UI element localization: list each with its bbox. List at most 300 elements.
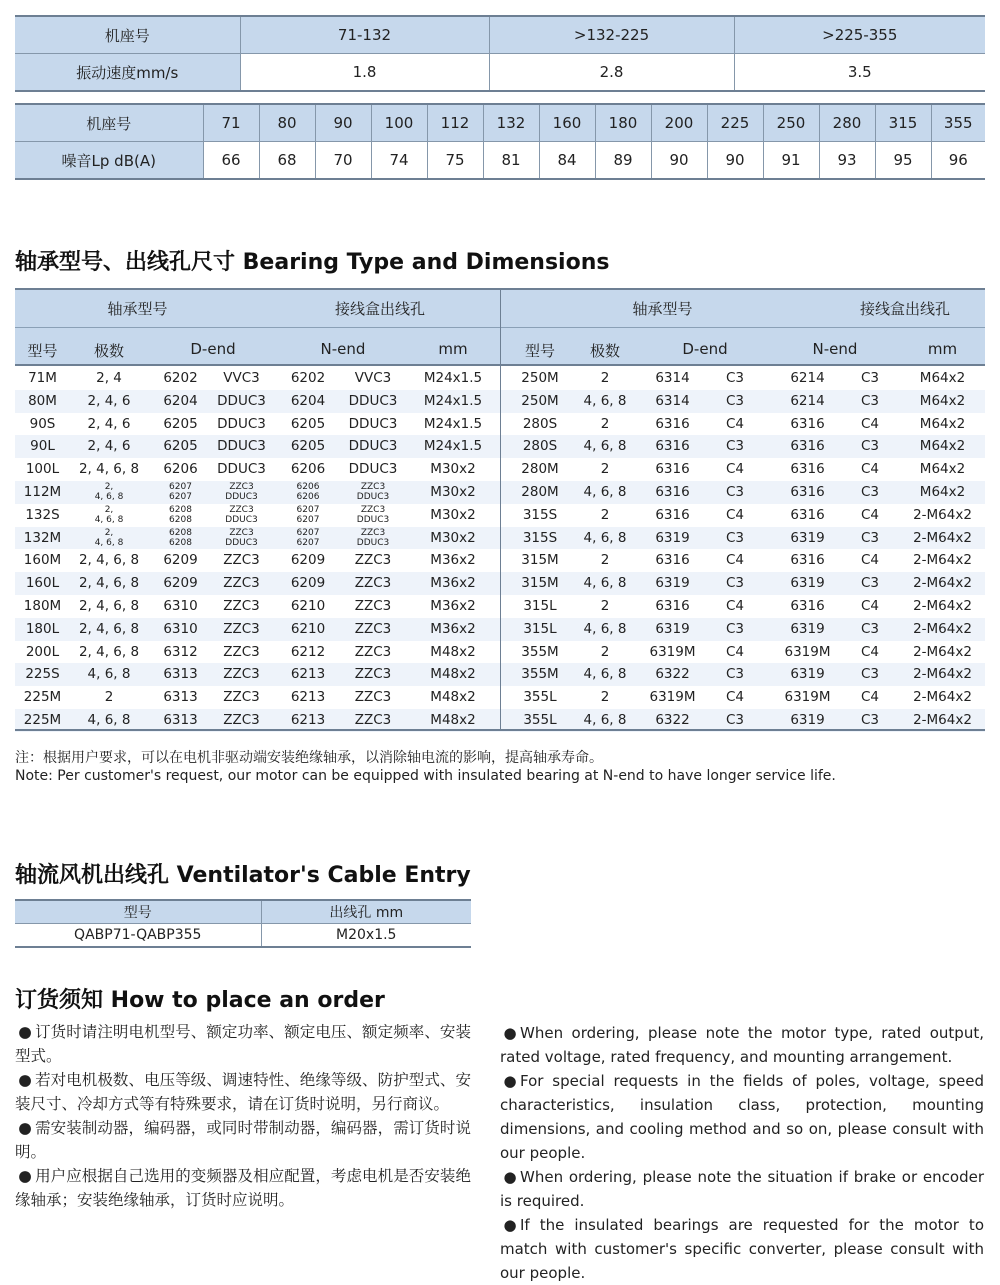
table-cell: M48x2 <box>430 666 476 683</box>
table-cell: 71 <box>203 104 259 142</box>
table-cell: 68 <box>259 142 315 180</box>
table-cell: C4 <box>725 643 744 660</box>
bullet-icon: ● <box>18 1071 32 1089</box>
table-cell: 6310 <box>163 598 198 614</box>
table-cell-line: ZZC3 <box>229 505 254 516</box>
table-cell-line: ZZC3 <box>360 527 386 538</box>
table-cell <box>70 527 148 550</box>
table-cell: 225S <box>25 666 60 683</box>
table-cell: 6316 <box>790 552 825 569</box>
table-cell: DDUC3 <box>217 438 266 455</box>
bullet-icon: ● <box>503 1072 517 1090</box>
table-cell: 2, 4, 6, 8 <box>78 552 140 569</box>
table-cell: 6316 <box>655 438 690 455</box>
table-cell: 6313 <box>163 712 198 728</box>
table-cell: 2-M64x2 <box>913 575 972 592</box>
table-cell: 6313 <box>163 689 198 706</box>
table-cell: ZZC3 <box>354 552 392 569</box>
table-cell <box>278 504 338 527</box>
table-cell: 振动速度mm/s <box>15 54 240 92</box>
bullet-icon: ● <box>503 1216 517 1234</box>
group-header-cable-entry: 接线盒出线孔 <box>334 300 425 318</box>
table-cell: 2 <box>600 689 610 706</box>
table-cell: 6319M <box>649 643 696 660</box>
table-cell: M24x1.5 <box>423 438 483 455</box>
table-cell: 6314 <box>655 392 690 409</box>
table-cell: 2-M64x2 <box>913 666 972 683</box>
table-cell: 6322 <box>655 712 690 728</box>
table-cell-line: 6206 <box>296 492 320 503</box>
table-cell: ZZC3 <box>223 712 260 728</box>
group-header-bearing-type: 轴承型号 <box>107 300 168 318</box>
center-divider <box>500 290 501 366</box>
table-cell-line: 6206 <box>296 482 320 493</box>
table-cell: ZZC3 <box>223 598 260 614</box>
table-cell: 74 <box>371 142 427 180</box>
table-cell: 6319M <box>784 643 831 660</box>
table-cell: 6319 <box>790 712 825 728</box>
table-cell <box>70 481 148 504</box>
table-cell: 2, 4, 6, 8 <box>78 461 140 478</box>
table-cell: DDUC3 <box>217 392 266 409</box>
table-cell: 6213 <box>290 712 326 728</box>
table-cell-line: 6207 <box>169 482 192 493</box>
table-cell-line: 6208 <box>169 515 192 526</box>
sub-header: 极数 <box>589 342 620 360</box>
table-cell: M48x2 <box>430 689 476 706</box>
table-cell: 4, 6, 8 <box>583 529 627 546</box>
table-cell: 6316 <box>790 484 825 500</box>
vibration-table <box>15 15 985 92</box>
table-cell: ZZC3 <box>354 712 392 728</box>
table-bottom-rule <box>15 729 985 731</box>
table-cell: 2, 4, 6 <box>87 438 131 455</box>
table-cell: M64x2 <box>919 415 966 432</box>
table-cell: DDUC3 <box>217 415 266 432</box>
table-cell: >132-225 <box>489 16 734 54</box>
table-cell: C3 <box>725 438 744 455</box>
center-divider <box>500 366 501 731</box>
table-cell: 4, 6, 8 <box>583 438 627 455</box>
table-cell: C3 <box>860 575 879 592</box>
table-cell: 95 <box>875 142 931 180</box>
table-cell: ZZC3 <box>354 666 392 683</box>
table-cell: 315M <box>521 575 559 592</box>
table-cell: C3 <box>725 620 744 637</box>
table-cell-line: 2, <box>104 505 114 516</box>
table-cell: 355L <box>523 689 557 706</box>
table-cell: 6202 <box>290 370 326 386</box>
table-cell-line: 6207 <box>296 527 320 538</box>
table-cell: 6319 <box>655 575 690 592</box>
table-cell: M24x1.5 <box>423 392 483 409</box>
table-cell: QABP71-QABP355 <box>74 927 202 943</box>
order-chinese-list <box>15 1020 471 1212</box>
table-cell: 200L <box>25 643 60 660</box>
table-cell: 132 <box>483 104 539 142</box>
table-cell: 2-M64x2 <box>913 506 972 523</box>
table-cell: M64x2 <box>919 370 966 386</box>
table-cell-line: 6208 <box>169 527 192 538</box>
vibration-header-row <box>15 16 985 54</box>
table-cell: M30x2 <box>430 529 476 546</box>
bearing-table-header <box>15 288 985 366</box>
table-cell: 4, 6, 8 <box>583 575 627 592</box>
table-cell: DDUC3 <box>348 461 398 478</box>
table-cell: 6204 <box>163 392 198 409</box>
table-cell: M36x2 <box>430 575 476 592</box>
table-cell: 6319 <box>790 620 825 637</box>
table-cell: 112 <box>427 104 483 142</box>
table-cell: M30x2 <box>430 461 476 478</box>
table-cell: 4, 6, 8 <box>583 392 627 409</box>
table-cell: 6316 <box>790 506 825 523</box>
table-cell: 1.8 <box>240 54 489 92</box>
note-chinese: 注：根据用户要求，可以在电机非驱动端安装绝缘轴承，以消除轴电流的影响，提高轴承寿命。 <box>15 750 603 766</box>
table-cell: 80M <box>28 392 57 409</box>
table-cell: C3 <box>725 666 744 683</box>
table-cell: 型号 <box>15 900 261 924</box>
table-cell: 2, 4, 6, 8 <box>78 620 140 637</box>
table-cell: 80 <box>259 104 315 142</box>
table-cell: 6322 <box>655 666 690 683</box>
table-cell: C4 <box>725 552 744 569</box>
table-cell: C4 <box>725 415 744 432</box>
table-cell: M30x2 <box>430 506 476 523</box>
noise-table <box>15 103 985 180</box>
table-cell <box>70 504 148 527</box>
table-cell-line: 6207 <box>296 515 320 526</box>
table-cell: M64x2 <box>919 392 966 409</box>
table-cell <box>338 504 408 527</box>
table-cell-line: 4, 6, 8 <box>94 492 124 503</box>
table-cell: 6209 <box>290 552 326 569</box>
table-cell: 4, 6, 8 <box>583 712 627 728</box>
table-cell: 2, 4, 6, 8 <box>78 598 140 614</box>
table-cell: 6209 <box>163 575 198 592</box>
table-cell: ZZC3 <box>223 643 260 660</box>
ventilator-section-title: 轴流风机出线孔 Ventilator's Cable Entry <box>15 863 471 888</box>
table-cell: 280M <box>521 461 559 478</box>
sub-header: 型号 <box>524 342 555 360</box>
table-cell: 355 <box>931 104 985 142</box>
table-cell-line: 4, 6, 8 <box>94 537 124 548</box>
table-cell: ZZC3 <box>354 620 392 637</box>
sub-header: mm <box>927 340 958 358</box>
table-cell: 6205 <box>290 415 326 432</box>
table-cell: VVC3 <box>223 370 260 386</box>
table-cell: 6316 <box>655 506 690 523</box>
group-header-bearing-type: 轴承型号 <box>632 300 693 318</box>
table-cell: C4 <box>860 689 879 706</box>
table-cell: 225M <box>23 689 62 706</box>
table-cell: 250M <box>521 392 559 409</box>
table-cell: M20x1.5 <box>261 924 471 948</box>
table-cell: 180L <box>25 620 60 637</box>
table-cell-line: 6208 <box>169 505 192 516</box>
sub-header: mm <box>438 340 468 358</box>
table-cell: C4 <box>860 598 879 614</box>
table-cell <box>205 481 278 504</box>
table-cell: 6314 <box>655 370 690 386</box>
table-cell: 6209 <box>290 575 326 592</box>
table-cell: 250 <box>763 104 819 142</box>
table-cell: C4 <box>860 643 879 660</box>
table-cell: 6205 <box>163 415 198 432</box>
table-cell: C3 <box>860 712 879 728</box>
list-item: ● 若对电机极数、电压等级、调速特性、绝缘等级、防护型式、安装尺寸、冷却方式等有特殊要求，请在订货时说明，另行商议。 <box>15 1068 471 1116</box>
group-header-cable-entry: 接线盒出线孔 <box>859 300 950 318</box>
list-item: ● When ordering, please note the situation if brake or encoder is required. <box>500 1165 984 1213</box>
order-section-title: 订货须知 How to place an order <box>15 988 385 1013</box>
table-cell: C4 <box>860 415 879 432</box>
table-cell <box>148 504 213 527</box>
table-cell: 6206 <box>290 461 326 478</box>
table-cell: M64x2 <box>919 461 966 478</box>
table-cell-line: 6207 <box>296 505 320 516</box>
table-cell: ZZC3 <box>223 575 260 592</box>
table-cell: C3 <box>725 575 744 592</box>
table-cell: 71-132 <box>240 16 489 54</box>
table-cell: 160M <box>23 552 62 569</box>
table-cell: C4 <box>725 689 744 706</box>
table-cell: ZZC3 <box>223 666 260 683</box>
table-cell: 180M <box>23 598 62 614</box>
table-cell: 93 <box>819 142 875 180</box>
table-cell: 6316 <box>655 461 690 478</box>
table-cell: 6206 <box>163 461 198 478</box>
table-cell: 112M <box>23 484 62 500</box>
table-cell-line: DDUC3 <box>356 515 390 526</box>
table-cell: 噪音Lp dB(A) <box>15 142 203 180</box>
bearing-section-title: 轴承型号、出线孔尺寸 Bearing Type and Dimensions <box>15 250 610 275</box>
table-cell: ZZC3 <box>223 689 260 706</box>
sub-header: D-end <box>682 340 728 358</box>
table-cell: C4 <box>860 461 879 478</box>
table-cell: 225M <box>23 712 62 728</box>
bullet-icon: ● <box>18 1167 32 1185</box>
table-cell: 6214 <box>790 392 825 409</box>
table-cell: 6316 <box>790 415 825 432</box>
table-cell: 132S <box>25 506 60 523</box>
table-cell: C3 <box>725 370 744 386</box>
sub-header: 型号 <box>27 342 58 360</box>
table-cell: C3 <box>725 529 744 546</box>
table-cell: 6316 <box>790 598 825 614</box>
table-cell: 280M <box>521 484 559 500</box>
table-cell: 355M <box>521 643 559 660</box>
table-cell-line: 2, <box>104 482 114 493</box>
bullet-icon: ● <box>18 1023 32 1041</box>
table-cell: 2 <box>600 461 610 478</box>
table-cell-line: 4, 6, 8 <box>94 515 124 526</box>
table-cell: C3 <box>860 392 879 409</box>
table-cell: 6209 <box>163 552 198 569</box>
list-item: ● 用户应根据自己选用的变频器及相应配置，考虑电机是否安装绝缘轴承；安装绝缘轴承，订货时应说明。 <box>15 1164 471 1212</box>
table-cell: 2, 4, 6, 8 <box>78 575 140 592</box>
table-cell: M30x2 <box>430 484 476 500</box>
table-cell: 315L <box>523 598 557 614</box>
table-cell: 6313 <box>163 666 198 683</box>
table-cell: ZZC3 <box>354 598 392 614</box>
table-cell: 84 <box>539 142 595 180</box>
table-cell-line: DDUC3 <box>225 492 258 503</box>
table-cell-line: DDUC3 <box>225 537 258 548</box>
table-cell <box>338 527 408 550</box>
table-cell: 2, 4, 6 <box>87 415 131 432</box>
table-cell: 2 <box>600 506 610 523</box>
table-cell <box>205 504 278 527</box>
table-cell <box>278 481 338 504</box>
table-cell: 96 <box>931 142 985 180</box>
list-item: ● If the insulated bearings are requested for the motor to match with customer's specific converter, please consult with our people. <box>500 1213 984 1285</box>
table-cell: 315S <box>522 506 558 523</box>
table-cell: 6319 <box>655 529 690 546</box>
table-cell: 225 <box>707 104 763 142</box>
table-cell: 89 <box>595 142 651 180</box>
table-cell-line: 2, <box>104 527 114 538</box>
table-cell <box>338 481 408 504</box>
table-cell: 2-M64x2 <box>913 552 972 569</box>
table-cell: 2-M64x2 <box>913 620 972 637</box>
table-cell: 355M <box>521 666 559 683</box>
table-cell: DDUC3 <box>348 415 398 432</box>
table-cell: 2 <box>600 598 610 614</box>
table-cell: 6319 <box>655 620 690 637</box>
table-cell: 6319 <box>790 666 825 683</box>
table-cell: 6316 <box>655 484 690 500</box>
table-cell: 71M <box>28 370 57 386</box>
table-cell: 90L <box>30 438 55 455</box>
table-cell: 机座号 <box>15 16 240 54</box>
table-cell: 280S <box>522 415 558 432</box>
table-cell: C3 <box>725 392 744 409</box>
table-cell: 6213 <box>290 689 326 706</box>
table-cell: C3 <box>860 620 879 637</box>
table-cell-line: 6208 <box>169 537 192 548</box>
table-cell: C3 <box>860 484 879 500</box>
table-cell: 6319 <box>790 575 825 592</box>
vibration-value-row <box>15 54 985 92</box>
sub-header: D-end <box>190 340 236 358</box>
table-cell: M24x1.5 <box>423 415 483 432</box>
table-cell: 315S <box>522 529 558 546</box>
table-cell <box>278 527 338 550</box>
table-cell: 6212 <box>290 643 326 660</box>
table-cell: 6210 <box>290 598 326 614</box>
table-cell: 2, 4, 6 <box>87 392 131 409</box>
table-cell: ZZC3 <box>354 575 392 592</box>
table-cell: 6316 <box>655 415 690 432</box>
table-cell: 6214 <box>790 370 825 386</box>
table-cell: ZZC3 <box>223 552 260 569</box>
table-cell: ZZC3 <box>354 689 392 706</box>
sub-header: N-end <box>320 340 366 358</box>
table-cell: ZZC3 <box>354 643 392 660</box>
table-cell-line: ZZC3 <box>360 505 386 516</box>
table-cell: C4 <box>860 552 879 569</box>
table-cell: 6319 <box>790 529 825 546</box>
table-cell: DDUC3 <box>348 438 398 455</box>
table-cell: 4, 6, 8 <box>583 484 627 500</box>
table-cell: C4 <box>725 506 744 523</box>
table-cell-line: ZZC3 <box>229 527 254 538</box>
table-cell: 2-M64x2 <box>913 689 972 706</box>
table-cell-line: 6207 <box>296 537 320 548</box>
table-cell: C3 <box>860 529 879 546</box>
table-cell: 75 <box>427 142 483 180</box>
table-cell: 355L <box>523 712 557 728</box>
table-cell-line: ZZC3 <box>360 482 386 493</box>
note-english: Note: Per customer's request, our motor can be equipped with insulated bearing at N-end to have longer service life. <box>15 768 836 784</box>
table-cell: 90 <box>651 142 707 180</box>
table-cell: 2.8 <box>489 54 734 92</box>
table-cell: 250M <box>521 370 559 386</box>
table-cell: 180 <box>595 104 651 142</box>
table-cell: 66 <box>203 142 259 180</box>
table-cell: 2 <box>600 552 610 569</box>
ventilator-value-row <box>15 924 471 948</box>
table-cell: C3 <box>860 370 879 386</box>
table-cell: 出线孔 mm <box>261 900 471 924</box>
table-cell: DDUC3 <box>217 461 266 478</box>
table-cell: 6310 <box>163 620 198 637</box>
table-cell: 6205 <box>290 438 326 455</box>
noise-value-row <box>15 142 985 180</box>
table-cell: 4, 6, 8 <box>87 666 131 683</box>
bullet-icon: ● <box>503 1168 517 1186</box>
list-item: ● 订货时请注明电机型号、额定功率、额定电压、额定频率、安装型式。 <box>15 1020 471 1068</box>
table-cell: 2 <box>104 689 114 706</box>
table-cell: M36x2 <box>430 598 476 614</box>
table-cell: M24x1.5 <box>423 370 483 386</box>
table-cell: C3 <box>725 484 744 500</box>
table-cell <box>148 527 213 550</box>
table-cell: 100 <box>371 104 427 142</box>
table-cell: 6319M <box>784 689 831 706</box>
table-cell: 4, 6, 8 <box>583 666 627 683</box>
list-item: ● 需安装制动器，编码器，或同时带制动器，编码器，需订货时说明。 <box>15 1116 471 1164</box>
table-cell: 81 <box>483 142 539 180</box>
table-cell: C3 <box>860 666 879 683</box>
table-cell: 6202 <box>163 370 198 386</box>
table-cell: 4, 6, 8 <box>87 712 131 728</box>
table-cell: 315 <box>875 104 931 142</box>
table-cell: 6316 <box>790 461 825 478</box>
table-cell: M36x2 <box>430 552 476 569</box>
table-cell: 机座号 <box>15 104 203 142</box>
table-cell: 160 <box>539 104 595 142</box>
table-cell: 90 <box>315 104 371 142</box>
table-cell: 6316 <box>655 552 690 569</box>
table-cell: 6319M <box>649 689 696 706</box>
table-cell: 132M <box>23 529 62 546</box>
table-cell: ZZC3 <box>223 620 260 637</box>
list-item: ● When ordering, please note the motor type, rated output, rated voltage, rated frequency, and mounting arrangement. <box>500 1021 984 1069</box>
table-cell: 2-M64x2 <box>913 643 972 660</box>
table-cell-line: DDUC3 <box>225 515 258 526</box>
table-cell <box>148 481 213 504</box>
ventilator-header-row <box>15 900 471 924</box>
table-cell-line: 6207 <box>169 492 192 503</box>
table-cell: C4 <box>725 598 744 614</box>
table-cell: 6316 <box>655 598 690 614</box>
table-cell: M36x2 <box>430 620 476 637</box>
table-cell: M48x2 <box>430 643 476 660</box>
list-item: ● For special requests in the fields of poles, voltage, speed characteristics, insulation class, protection, mounting dimensions, and cooling method and so on, please consult with our people. <box>500 1069 984 1165</box>
table-cell: DDUC3 <box>348 392 398 409</box>
table-cell: 2 <box>600 370 610 386</box>
